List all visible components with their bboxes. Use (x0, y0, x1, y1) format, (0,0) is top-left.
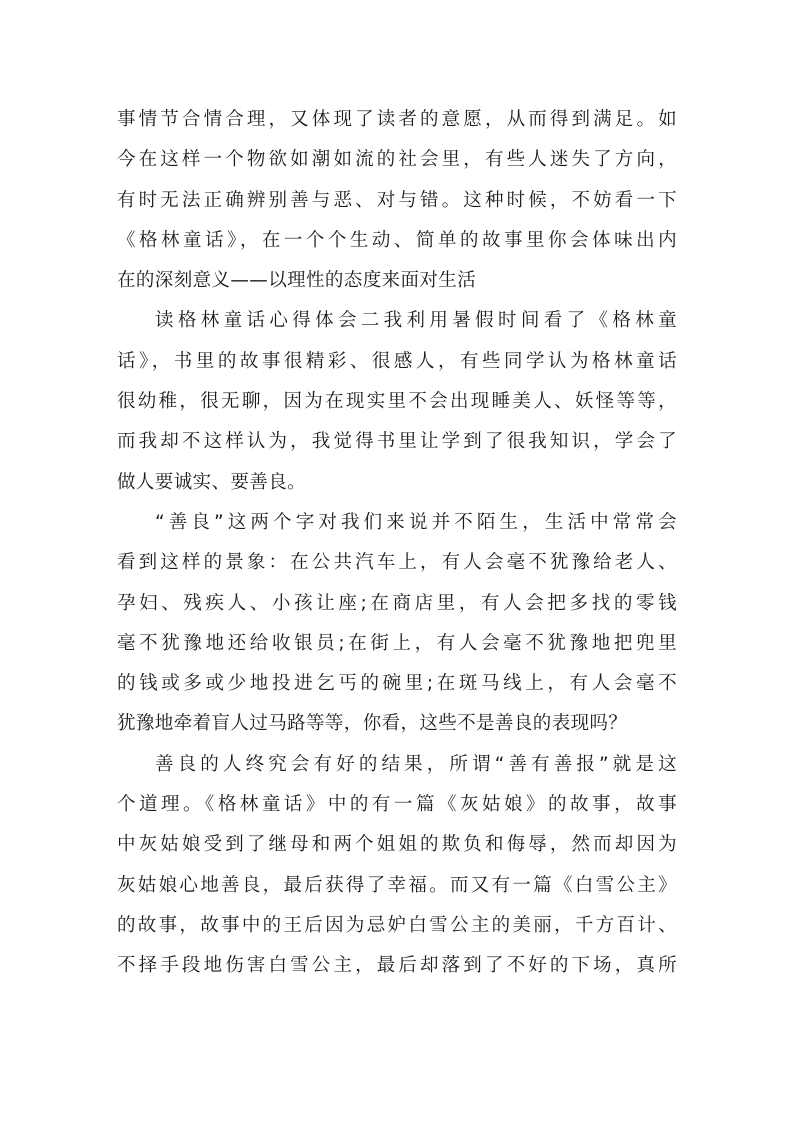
text-line: 《格林童话》，在一个个生动、简单的故事里你会体味出内 (117, 229, 677, 251)
text-line: 在的深刻意义——以理性的态度来面对生活 (117, 270, 477, 292)
text-line: 今在这样一个物欲如潮如流的社会里，有些人迷失了方向， (117, 149, 677, 171)
document-body (117, 100, 677, 987)
text-line: 的钱或多或少地投进乞丐的碗里;在斑马线上，有人会毫不 (117, 673, 677, 695)
text-line: 不择手段地伤害白雪公主，最后却落到了不好的下场，真所 (117, 955, 677, 977)
text-line: 很幼稚，很无聊，因为在现实里不会出现睡美人、妖怪等等， (117, 391, 677, 413)
text-line: 有时无法正确辨别善与恶、对与错。这种时候，不妨看一下 (117, 189, 677, 211)
text-line: 孕妇、残疾人、小孩让座;在商店里，有人会把多找的零钱 (117, 592, 677, 614)
text-line: 做人要诚实、要善良。 (117, 471, 307, 493)
paragraph-2 (117, 301, 677, 502)
paragraph-1 (117, 100, 677, 301)
paragraph-3 (117, 503, 677, 745)
text-line: 犹豫地牵着盲人过马路等等，你看，这些不是善良的表现吗？ (117, 713, 628, 735)
text-line: 善良的人终究会有好的结果，所谓“善有善报”就是这 (155, 753, 677, 775)
text-line: “善良”这两个字对我们来说并不陌生，生活中常常会 (155, 511, 677, 533)
paragraph-4 (117, 745, 677, 987)
text-line: 个道理。《格林童话》中的有一篇《灰姑娘》的故事，故事 (117, 794, 677, 816)
text-line: 话》，书里的故事很精彩、很感人，有些同学认为格林童话 (117, 350, 677, 372)
text-line: 灰姑娘心地善良，最后获得了幸福。而又有一篇《白雪公主》 (117, 874, 677, 896)
text-line: 读格林童话心得体会二我利用暑假时间看了《格林童 (155, 310, 677, 332)
text-line: 中灰姑娘受到了继母和两个姐姐的欺负和侮辱，然而却因为 (117, 834, 677, 856)
text-line: 毫不犹豫地还给收银员;在街上，有人会毫不犹豫地把兜里 (117, 632, 677, 654)
text-line: 事情节合情合理，又体现了读者的意愿，从而得到满足。如 (117, 109, 677, 130)
text-line: 而我却不这样认为，我觉得书里让学到了很我知识，学会了 (117, 431, 677, 453)
text-line: 的故事，故事中的王后因为忌妒白雪公主的美丽，千方百计、 (117, 914, 677, 936)
text-line: 看到这样的景象：在公共汽车上，有人会毫不犹豫给老人、 (117, 552, 677, 574)
